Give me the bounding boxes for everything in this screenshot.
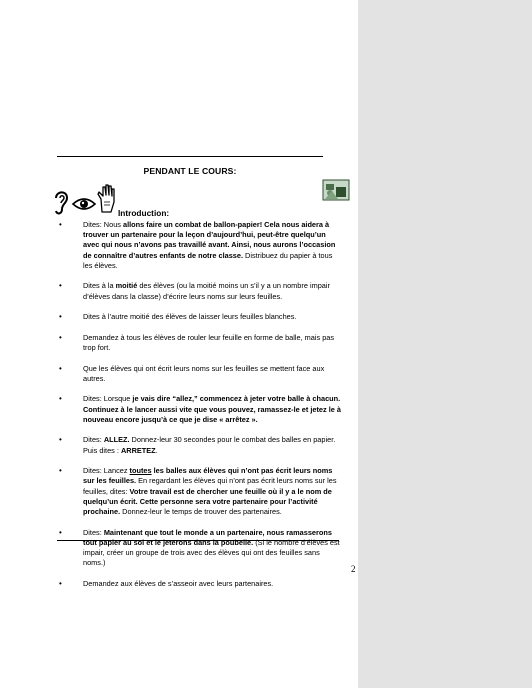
instruction-text-run: Donnez-leur le temps de trouver des partenaires. <box>120 507 282 516</box>
instruction-text-run: les balles aux élèves qui n’ont pas écrit leurs noms sur les feuilles. <box>83 466 333 486</box>
instruction-item <box>57 333 342 353</box>
instruction-item <box>57 220 342 271</box>
instruction-item <box>57 466 342 517</box>
instruction-text-run: Dites: Nous <box>83 220 123 229</box>
instruction-item <box>57 579 342 589</box>
instruction-text-run: Dites: Lancez <box>83 466 130 476</box>
instruction-item <box>57 435 342 455</box>
instruction-item <box>57 281 342 301</box>
instruction-item <box>57 394 342 425</box>
instruction-text-run: Demandez aux élèves de s’asseoir avec leurs partenaires. <box>83 578 274 588</box>
hand-icon <box>96 184 118 214</box>
intro-label: Introduction: <box>118 208 170 218</box>
section-heading: PENDANT LE COURS: <box>143 166 237 176</box>
instruction-text-run: Que les élèves qui ont écrit leurs noms sur les feuilles se mettent face aux autres. <box>83 363 325 383</box>
instruction-text-run: (Si le nombre d’élèves est impair, créer un groupe de trois avec des élèves qui ont des feuilles sans noms.) <box>83 537 340 568</box>
instruction-text-run: toutes <box>129 466 152 476</box>
instruction-text-run: je vais dire “allez,” commencez à jeter votre balle à chacun. Continuez à le lancer aussi vite que vous pouvez, ramassez-le et jetez le à nouveau encore jusqu’à ce que je dise « arrêtez ». <box>83 394 341 424</box>
instruction-text-run: allons faire un combat de ballon-papier! Cela nous aidera à trouver un partenaire pour la leçon d’aujourd’hui, peut-être quelqu’un avec qui nous n’avons pas travaillé avant. Ainsi, nous aurons l’occasion de connaître d’autres enfants de notre classe. <box>83 220 336 260</box>
comment-margin-pane <box>358 0 532 688</box>
ear-icon <box>52 188 70 216</box>
instruction-text-run: Maintenant que tout le monde a un partenaire, nous ramasserons tout papier au sol et le jeterons dans la poubelle. <box>83 527 332 547</box>
instruction-item <box>57 528 342 569</box>
page-number: 2 <box>351 564 356 574</box>
students-picture-icon <box>322 178 350 202</box>
instruction-text-run: ALLEZ. <box>103 435 130 445</box>
eye-icon <box>71 196 97 212</box>
instruction-text-run: Distribuez du papier à tous les élèves. <box>83 250 333 270</box>
instruction-text-run: . <box>155 445 158 455</box>
instruction-text-run: Dites: Lorsque <box>83 394 133 404</box>
instruction-item <box>57 312 342 322</box>
top-rule <box>57 156 323 157</box>
instruction-list <box>57 220 342 599</box>
instruction-text-run: ARRETEZ <box>120 445 156 455</box>
instruction-text-run: moitié <box>115 281 138 291</box>
instruction-text-run: Votre travail est de chercher une feuille où il y a le nom de quelqu’un écrit. Cette personne sera votre partenaire pour l’activité prochaine. <box>83 486 332 516</box>
sense-icons <box>52 184 122 218</box>
instruction-item <box>57 364 342 384</box>
instruction-text-run: Demandez à tous les élèves de rouler leur feuille en forme de balle, mais pas trop fort. <box>83 332 335 352</box>
instruction-text-run: Dites à la <box>83 281 116 291</box>
instruction-text-run: En regardant les élèves qui n’ont pas écrit leurs noms sur les feuilles, dites: <box>83 476 337 496</box>
bottom-rule <box>57 540 339 541</box>
instruction-text-run: Dites à l’autre moitié des élèves de laisser leurs feuilles blanches. <box>83 312 297 322</box>
instruction-text-run: Dites: <box>83 527 104 537</box>
instruction-text-run: Dites: <box>83 435 104 445</box>
instruction-text-run: Donnez-leur 30 secondes pour le combat des balles en papier. Puis dites : <box>83 435 336 455</box>
instruction-text-run: des élèves (ou la moitié moins un s’il y a un nombre impair d’élèves dans la classe) d’écrire leurs noms sur leurs feuilles. <box>83 281 330 301</box>
